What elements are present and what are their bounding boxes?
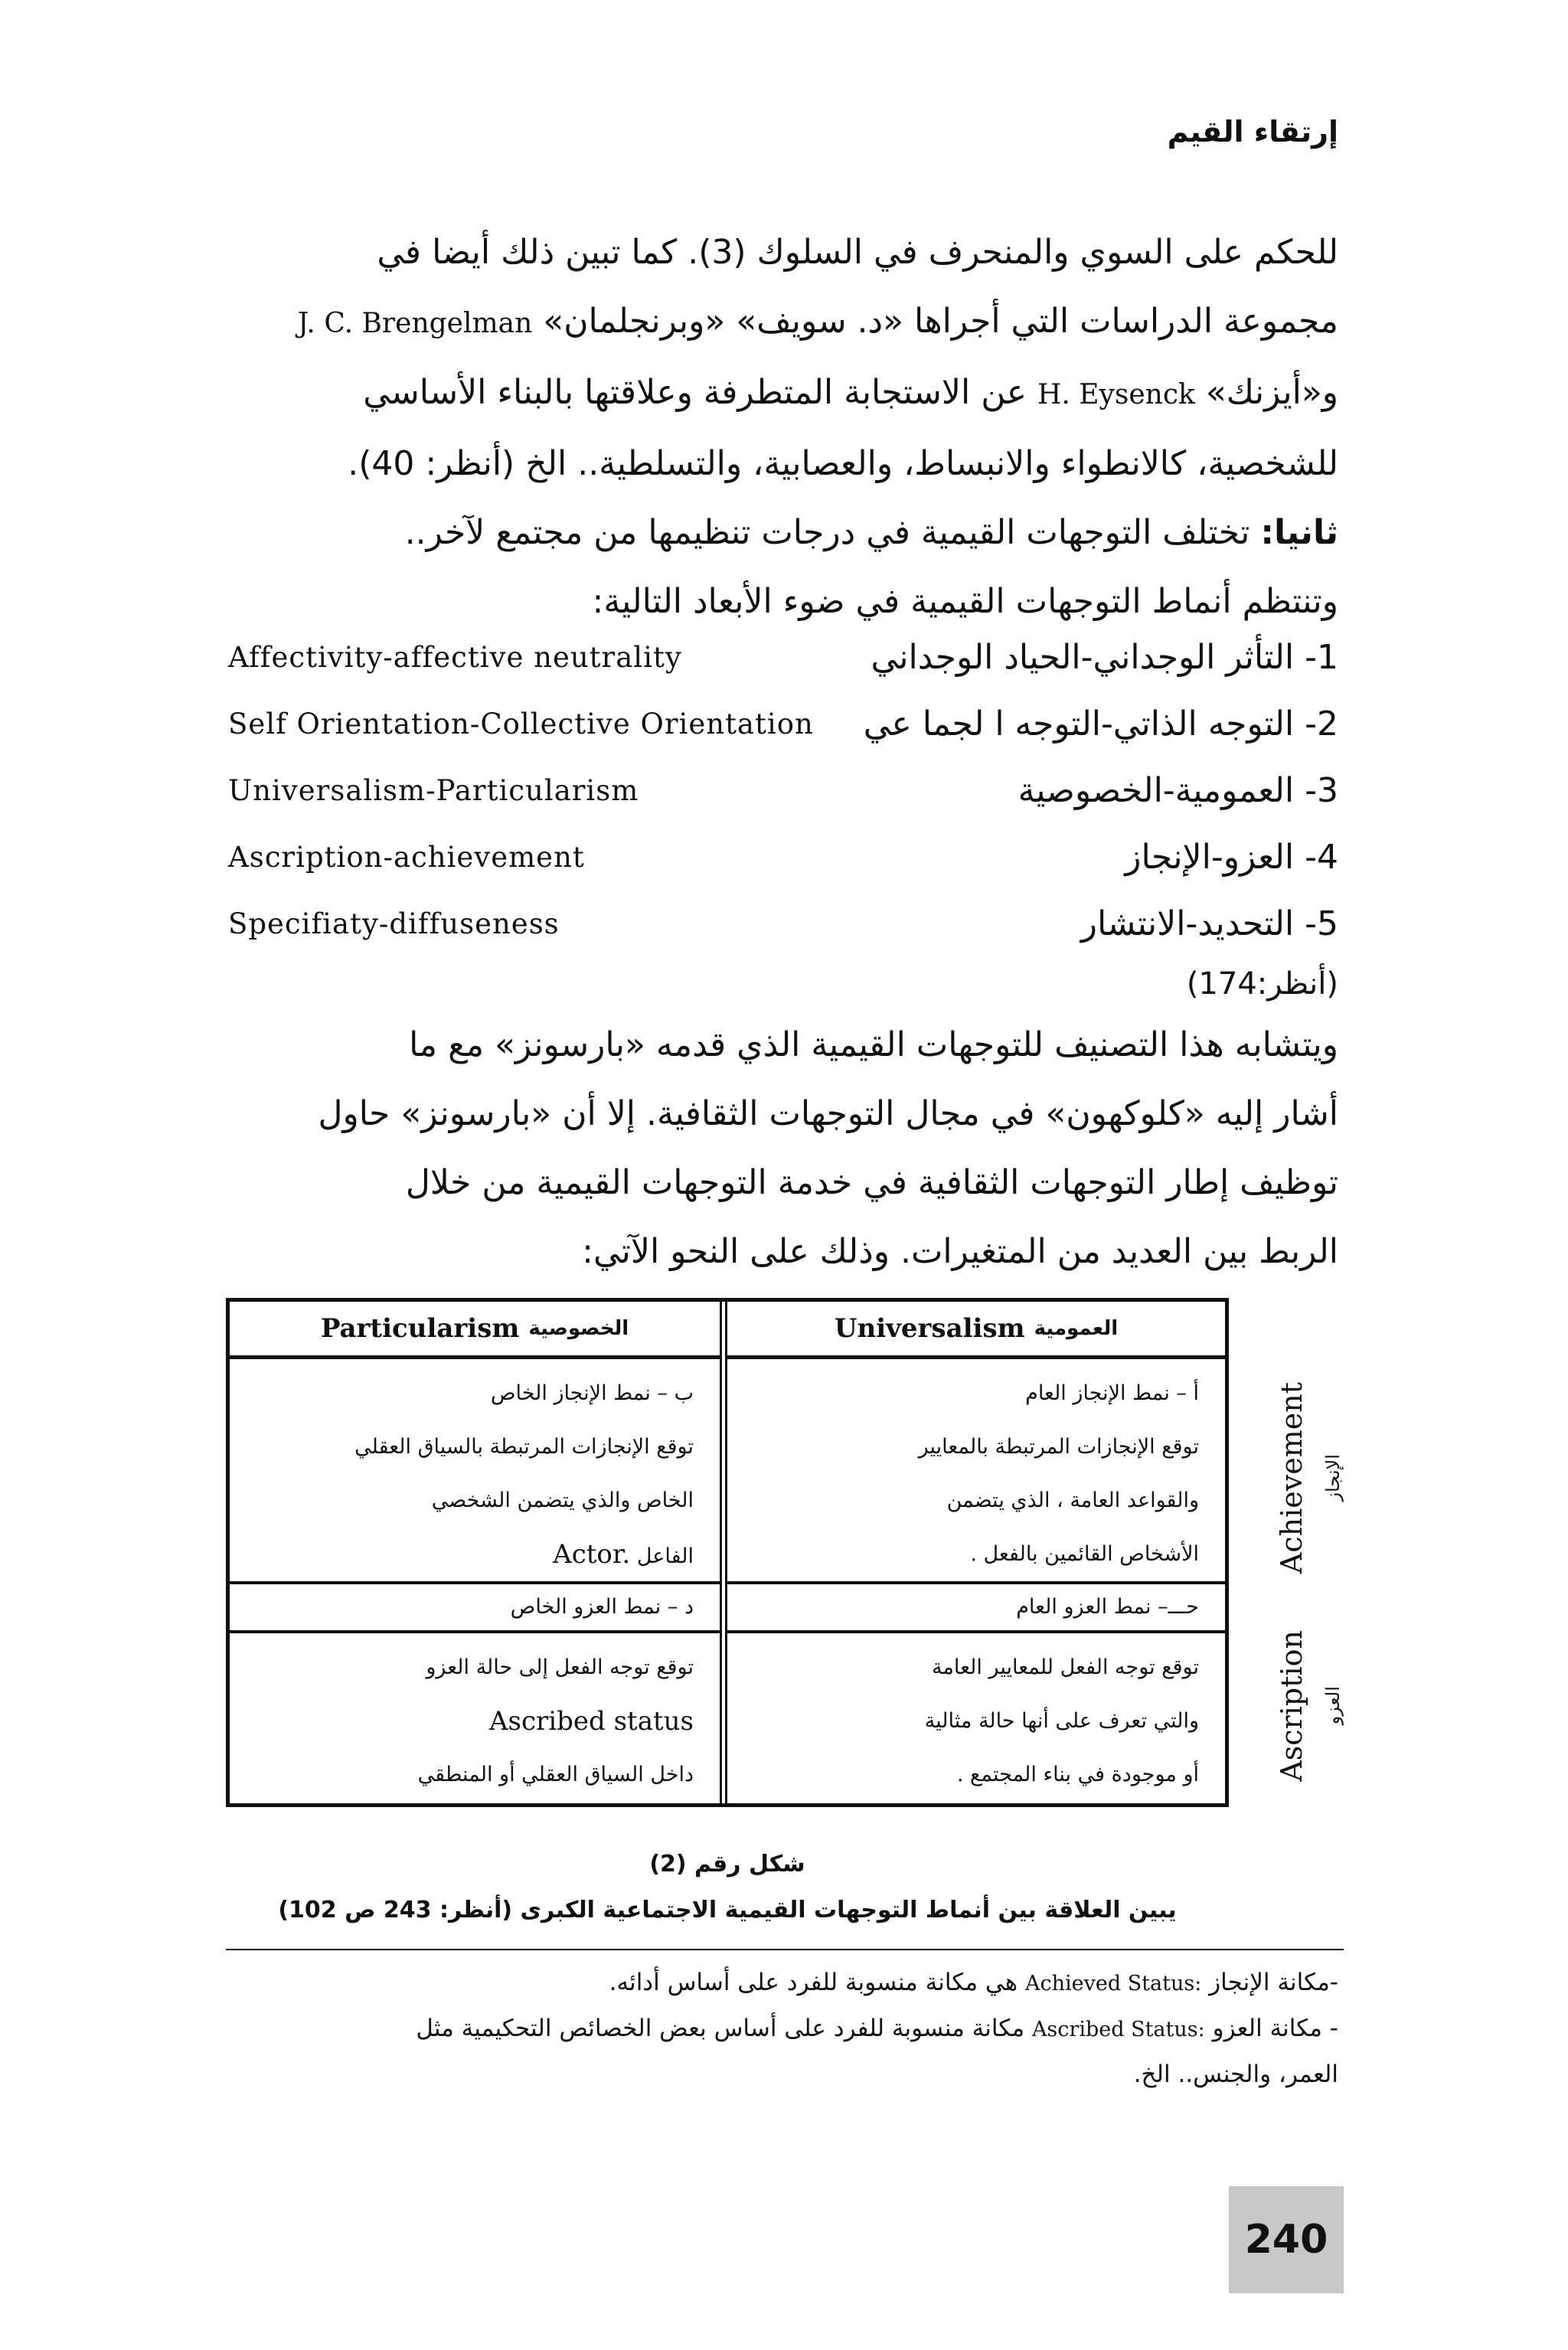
row-label-ascription	[1244, 1604, 1374, 1807]
row-label-ar: العزو	[1322, 1686, 1344, 1725]
dimension-row	[228, 624, 1338, 691]
cell-line: الأشخاص القائمين بالفعل .	[970, 1542, 1199, 1566]
cell-line	[245, 1528, 694, 1581]
text-span: -مكانة الإنجاز	[1209, 1969, 1338, 1996]
dimension-en: Affectivity-affective neutrality	[228, 641, 682, 674]
text-line: للحكم على السوي والمنحرف في السلوك (3). كما تبين ذلك أيضا في	[377, 233, 1338, 272]
header-ar: الخصوصية	[528, 1317, 629, 1340]
cell-d-head: د – نمط العزو الخاص	[230, 1581, 720, 1633]
footnote-divider	[226, 1949, 1344, 1950]
cell-a	[727, 1359, 1225, 1581]
text-line: للشخصية، كالانطواء والانبساط، والعصابية، والتسلطية.. الخ (أنظر: 40).	[348, 444, 1338, 483]
dimension-en: Self Orientation-Collective Orientation	[228, 708, 814, 740]
paragraph-1	[228, 218, 1338, 636]
footnotes	[228, 1960, 1338, 2097]
cell-line: توقع الإنجازات المرتبطة بالمعايير	[918, 1435, 1199, 1459]
dimension-row	[228, 691, 1338, 757]
cell-c	[727, 1633, 1225, 1802]
dimension-row	[228, 757, 1338, 824]
dimension-row	[228, 891, 1338, 957]
latin-term: Ascribed Status:	[1031, 2018, 1205, 2041]
header-ar: العمومية	[1034, 1317, 1119, 1340]
dimension-ar: 4- العزو-الإنجاز	[1125, 838, 1338, 877]
row-label-ar: الإنجاز	[1322, 1454, 1344, 1502]
page-number: 240	[1229, 2186, 1344, 2293]
text-span: هي مكانة منسوبة للفرد على أساس أدائه.	[609, 1969, 1018, 1996]
dimension-ar: 2- التوجه الذاتي-التوجه ا لجما عي	[863, 704, 1338, 744]
row-label-achievement	[1244, 1351, 1374, 1604]
text-line	[228, 498, 1338, 567]
universalism-column	[727, 1302, 1225, 1803]
cell-line: أو موجودة في بناء المجتمع .	[956, 1763, 1199, 1786]
running-header: إرتقاء القيم	[1167, 115, 1338, 149]
dimension-ar: 1- التأثر الوجداني-الحياد الوجداني	[871, 638, 1338, 677]
text-line	[228, 287, 1338, 358]
row-labels	[1244, 1298, 1374, 1807]
text-span: الفاعل	[636, 1544, 694, 1568]
text-line: أشار إليه «كلوكهون» في مجال التوجهات الثقافية. إلا أن «بارسونز» حاول	[318, 1094, 1338, 1133]
dimension-en: Ascription-achievement	[228, 841, 585, 874]
cell-line	[245, 1695, 694, 1748]
cell-d	[230, 1633, 720, 1802]
cell-line: ب – نمط الإنجاز الخاص	[490, 1381, 694, 1405]
cell-line: توقع الإنجازات المرتبطة بالسياق العقلي	[354, 1435, 694, 1459]
latin-term: Achieved Status:	[1024, 1972, 1202, 1995]
paragraph-2	[228, 1011, 1338, 1286]
text-span: مجموعة الدراسات التي أجراها «د. سويف» «وبرنجلمان»	[543, 302, 1338, 341]
particularism-column	[230, 1302, 727, 1803]
cell-line: والتي تعرف على أنها حالة مثالية	[924, 1709, 1199, 1733]
text-line: الربط بين العديد من المتغيرات. وذلك على النحو الآتي:	[582, 1232, 1338, 1271]
caption-title: شكل رقم (2)	[649, 1851, 805, 1878]
header-en: Universalism	[834, 1313, 1025, 1344]
bold-lead: ثانيا:	[1260, 513, 1338, 552]
dimension-ar: 5- التحديد-الانتشار	[1080, 904, 1338, 943]
figure-table	[226, 1298, 1229, 1807]
text-span: مكانة منسوبة للفرد على أساس بعض الخصائص التحكيمية مثل	[416, 2015, 1025, 2042]
text-line: توظيف إطار التوجهات الثقافية في خدمة التوجهات القيمية من خلال	[405, 1163, 1338, 1202]
text-span: تختلف التوجهات القيمية في درجات تنظيمها من مجتمع لآخر..	[404, 513, 1250, 552]
dimension-en: Universalism-Particularism	[228, 774, 639, 807]
cell-b	[230, 1359, 720, 1581]
footnote	[228, 2006, 1338, 2052]
latin-term: Ascribed status	[488, 1706, 694, 1737]
cell-line: داخل السياق العقلي أو المنطقي	[417, 1763, 694, 1786]
figure-caption	[226, 1842, 1229, 1933]
reference: (أنظر:174)	[1186, 966, 1338, 1002]
latin-term: Actor.	[553, 1539, 631, 1570]
cell-line: الخاص والذي يتضمن الشخصي	[431, 1489, 694, 1512]
dimensions-list	[228, 624, 1338, 1011]
text-line: ويتشابه هذا التصنيف للتوجهات القيمية الذي قدمه «بارسونز» مع ما	[409, 1025, 1338, 1064]
text-span: عن الاستجابة المتطرفة وعلاقتها بالبناء الأساسي	[363, 373, 1027, 412]
dimension-en: Specifiaty-diffuseness	[228, 907, 560, 940]
cell-c-head: حـــ– نمط العزو العام	[727, 1581, 1225, 1633]
latin-name: J. C. Brengelman	[297, 308, 533, 339]
text-span: و«أيزنك»	[1205, 373, 1338, 412]
caption-text: يبين العلاقة بين أنماط التوجهات القيمية الاجتماعية الكبرى (أنظر: 243 ص 102)	[278, 1897, 1177, 1923]
row-label-en: Ascription	[1275, 1629, 1308, 1782]
column-header	[727, 1302, 1225, 1359]
footnote: العمر، والجنس.. الخ.	[1133, 2061, 1338, 2088]
column-header	[230, 1302, 720, 1359]
dimension-ar: 3- العمومية-الخصوصية	[1018, 771, 1338, 810]
cell-line: والقواعد العامة ، الذي يتضمن	[946, 1489, 1199, 1512]
cell-line: توقع توجه الفعل إلى حالة العزو	[426, 1655, 694, 1679]
latin-name: H. Eysenck	[1037, 379, 1195, 410]
figure-2	[226, 1298, 1374, 1807]
text-line	[228, 358, 1338, 430]
cell-line: أ – نمط الإنجاز العام	[1025, 1381, 1199, 1405]
row-label-en: Achievement	[1275, 1381, 1308, 1574]
text-line: وتنتظم أنماط التوجهات القيمية في ضوء الأبعاد التالية:	[592, 582, 1338, 621]
footnote	[228, 1960, 1338, 2006]
text-span: - مكانة العزو	[1212, 2015, 1338, 2042]
cell-line: توقع توجه الفعل للمعايير العامة	[931, 1655, 1199, 1679]
dimension-row	[228, 824, 1338, 891]
header-en: Particularism	[320, 1313, 520, 1344]
